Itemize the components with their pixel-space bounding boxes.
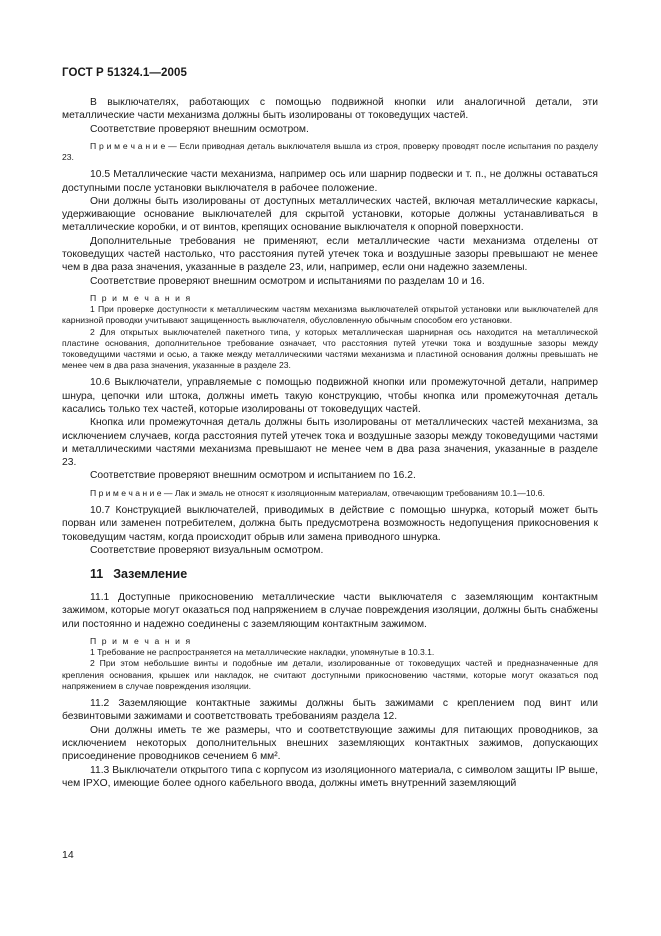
- notes-title: П р и м е ч а н и я: [90, 636, 192, 647]
- note: 1 При проверке доступности к металлическим частям механизма выключателей открытой установки или выключателей для карнизной проводки учитывают защищенность выключателя, обусловленную обычным способом его установки.: [62, 304, 598, 326]
- paragraph: Соответствие проверяют внешним осмотром.: [90, 123, 309, 135]
- paragraph: В выключателях, работающих с помощью подвижной кнопки или аналогичной детали, эти металлические части механизма должны быть изолированы от токоведущих частей.: [62, 97, 598, 122]
- paragraph: 11.2 Заземляющие контактные зажимы должны быть зажимами с креплением под винт или безвинтовыми зажимами и соответствовать требованиям раздела 12.: [62, 698, 598, 723]
- section-title: Заземление: [113, 567, 188, 582]
- paragraph: 10.5 Металлические части механизма, например ось или шарнир подвески и т. п., не должны оставаться доступными после установки выключателя в рабочее положение.: [62, 169, 598, 194]
- paragraph: Соответствие проверяют визуальным осмотром.: [90, 544, 324, 556]
- paragraph: 10.7 Конструкцией выключателей, приводимых в действие с помощью шнурка, который может быть порван или заменен потребителем, должна быть предусмотрена возможность недопущения прикосновения к токоведущим частям, когда происходит обрыв или замена приводного шнурка.: [62, 504, 598, 543]
- note: 2 При этом небольшие винты и подобные им детали, изолированные от токоведущих частей и предназначенные для крепления основания, крышек или накладок, не считают доступными прикосновению частями, которые могут оказаться под напряжением в случае повреждения изоляции.: [62, 658, 598, 691]
- section-number: 11: [90, 567, 104, 582]
- paragraph: 11.1 Доступные прикосновению металлические части выключателя с заземляющим контактным зажимом, которые могут оказаться под напряжением в случае повреждения изоляции, должны быть снабжены или постоянно и надежно соединены с заземляющим контактным зажимом.: [62, 592, 598, 630]
- document-header: ГОСТ Р 51324.1—2005: [62, 67, 187, 79]
- paragraph: Они должны быть изолированы от доступных металлических частей, включая металлические каркасы, удерживающие основание выключателей для скрытой установки, которые должны устанавливаться в металлические коробки, и от винтов, крепящих основание выключателя к опорной поверхности.: [62, 195, 598, 234]
- paragraph: 11.3 Выключатели открытого типа с корпусом из изоляционного материала, с символом защиты IP выше, чем IPXO, имеющие более одного кабельного ввода, должны иметь внутренний заземляющий: [62, 764, 598, 789]
- paragraph: Соответствие проверяют внешним осмотром и испытанием по 16.2.: [90, 470, 416, 482]
- paragraph: 10.6 Выключатели, управляемые с помощью подвижной кнопки или промежуточной детали, например шнура, цепочки или штока, должны иметь такую конструкцию, чтобы кнопка или промежуточная деталь касались только тех частей, которые изолированы от токоведущих частей.: [62, 377, 598, 415]
- page-number: 14: [62, 849, 74, 861]
- note: П р и м е ч а н и е — Если приводная деталь выключателя вышла из строя, проверку проводят после испытания по разделу 23.: [62, 140, 598, 163]
- note: 2 Для открытых выключателей пакетного типа, у которых металлическая шарнирная ось находится на металлической пластине основания, дополнительное требование означает, что расстояния путей утечки тока и воздушные зазоры между токоведущими частями и осью, а также между металлическими частями механизма и пластиной основания должны превышать не менее чем в два раза значения, указанные в разделе 23.: [62, 326, 598, 371]
- paragraph: Соответствие проверяют внешним осмотром и испытаниями по разделам 10 и 16.: [90, 275, 485, 287]
- paragraph: Они должны иметь те же размеры, что и соответствующие зажимы для питающих проводников, за исключением некоторых дополнительных внешних заземляющих контактных зажимов, допускающих присоединение проводников сечением 6 мм².: [62, 724, 598, 763]
- notes-title: П р и м е ч а н и я: [90, 292, 192, 303]
- document-body: [62, 96, 598, 790]
- note: П р и м е ч а н и е — Лак и эмаль не относят к изоляционным материалам, отвечающим требованиям 10.1—10.6.: [90, 487, 545, 498]
- paragraph: Дополнительные требования не применяют, если металлические части механизма отделены от токоведущих частей настолько, что расстояния путей утечек тока и воздушные зазоры превышают не менее чем в два раза значения, указанные в разделе 23, или, например, если они надежно заземлены.: [62, 235, 598, 274]
- note: 1 Требование не распространяется на металлические накладки, упомянутые в 10.3.1.: [90, 647, 435, 658]
- paragraph: Кнопка или промежуточная деталь должны быть изолированы от металлических частей механизма, за исключением случаев, когда расстояния путей утечек тока и воздушные зазоры между токоведущими частями и металлическими частями механизма превышают не менее чем в два раза значения, указанные в разделе 23.: [62, 417, 598, 469]
- section-heading: [90, 566, 598, 582]
